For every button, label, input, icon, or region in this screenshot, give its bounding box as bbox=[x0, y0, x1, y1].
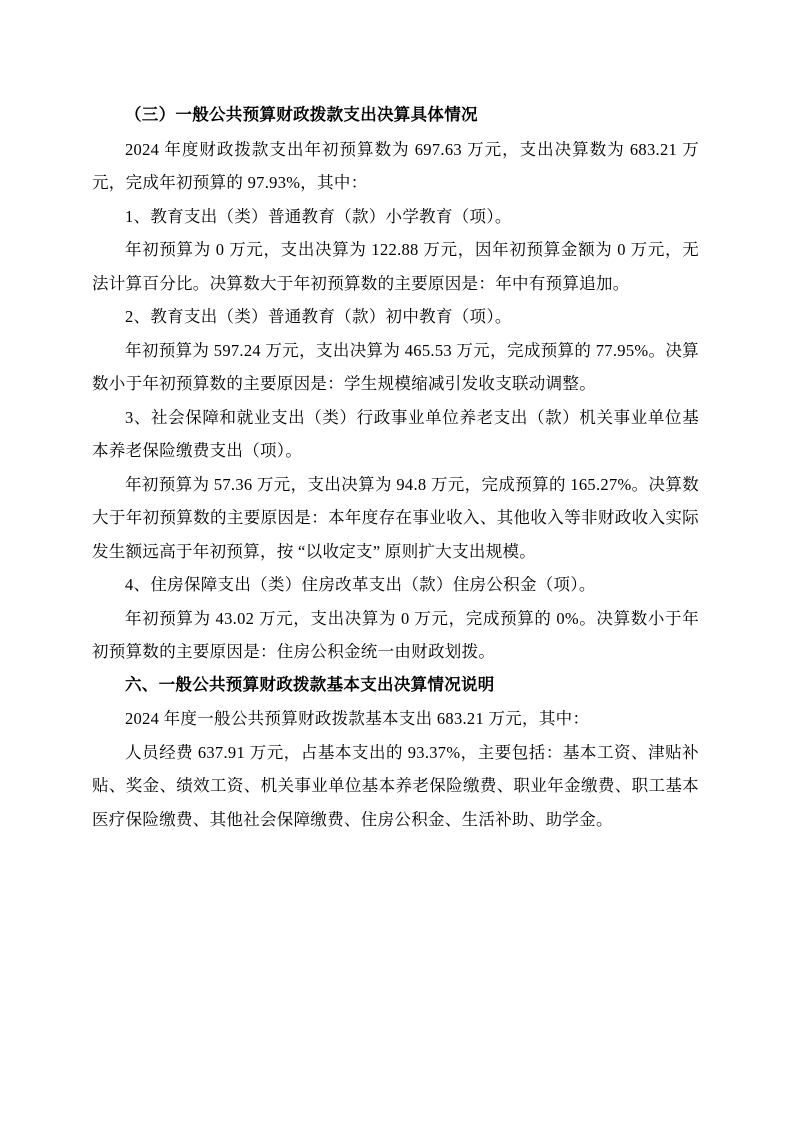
section-heading-fiscal-expenditure-detail: （三）一般公共预算财政拨款支出决算具体情况 bbox=[125, 106, 478, 124]
paragraph-item4-title: 4、住房保障支出（类）住房改革支出（款）住房公积金（项）。 bbox=[125, 575, 596, 594]
paragraph-item4-detail: 年初预算为 43.02 万元，支出决算为 0 万元，完成预算的 0%。决算数小于年初预算数的主要原因是：住房公积金统一由财政划拨。 bbox=[92, 608, 699, 661]
paragraph-personnel-expense-detail: 人员经费 637.91 万元，占基本支出的 93.37%，主要包括：基本工资、津贴补贴、奖金、绩效工资、机关事业单位基本养老保险缴费、职业年金缴费、职工基本医疗保险缴费、其他社会保障缴费、住房公积金、生活补助、助学金。 bbox=[92, 742, 699, 829]
paragraph-expenditure-summary: 2024 年度财政拨款支出年初预算数为 697.63 万元，支出决算数为 683.21 万元，完成年初预算的 97.93%，其中： bbox=[92, 139, 699, 192]
paragraph-item3-title: 3、社会保障和就业支出（类）行政事业单位养老支出（款）机关事业单位基本养老保险缴费支出（项）。 bbox=[92, 407, 699, 460]
paragraph-item3-detail: 年初预算为 57.36 万元，支出决算为 94.8 万元，完成预算的 165.27%。决算数大于年初预算数的主要原因是：本年度存在事业收入、其他收入等非财政收入实际发生额远高于年初预算，按 “以收定支” 原则扩大支出规模。 bbox=[92, 474, 699, 561]
paragraph-item1-detail: 年初预算为 0 万元，支出决算为 122.88 万元，因年初预算金额为 0 万元，无法计算百分比。决算数大于年初预算数的主要原因是：年中有预算追加。 bbox=[92, 240, 699, 293]
paragraph-item1-title: 1、教育支出（类）普通教育（款）小学教育（项）。 bbox=[125, 206, 512, 226]
document-content bbox=[92, 99, 699, 836]
paragraph-item2-title: 2、教育支出（类）普通教育（款）初中教育（项）。 bbox=[125, 307, 512, 326]
paragraph-basic-expenditure-summary: 2024 年度一般公共预算财政拨款基本支出 683.21 万元，其中： bbox=[125, 709, 590, 728]
paragraph-item2-detail: 年初预算为 597.24 万元，支出决算为 465.53 万元，完成预算的 77.95%。决算数小于年初预算数的主要原因是：学生规模缩减引发收支联动调整。 bbox=[92, 340, 699, 393]
section-heading-basic-expenditure: 六、一般公共预算财政拨款基本支出决算情况说明 bbox=[125, 675, 495, 694]
